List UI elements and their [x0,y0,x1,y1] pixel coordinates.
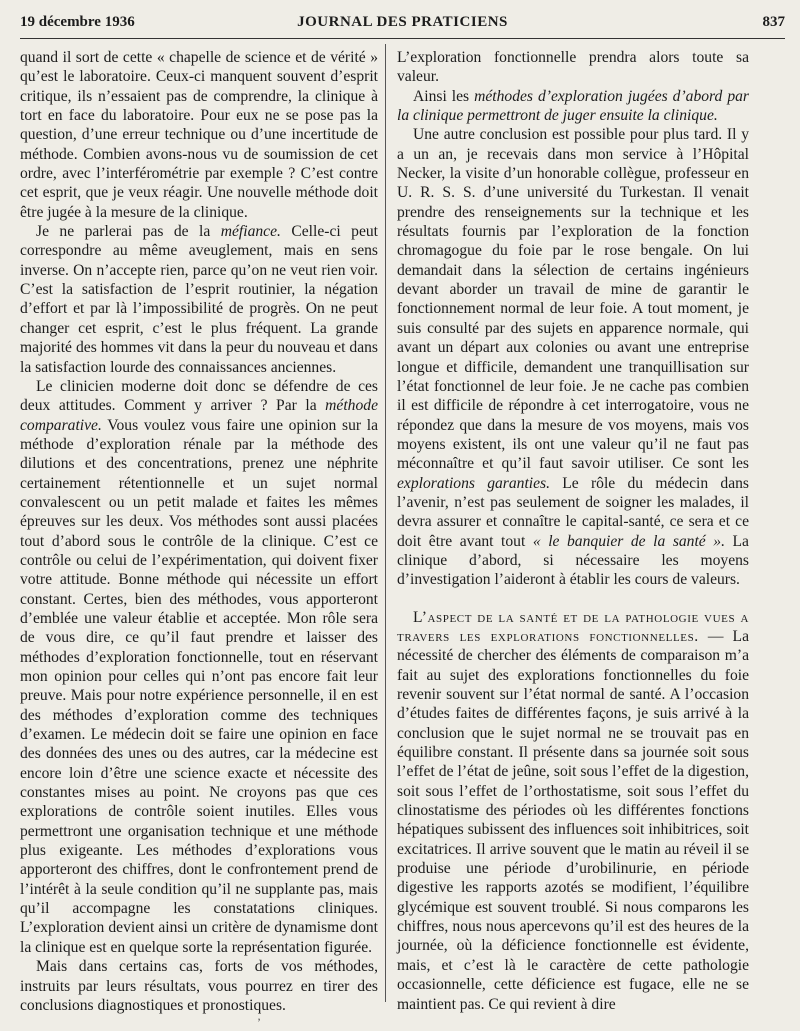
issue-date: 19 décembre 1936 [20,14,135,30]
paragraph-text: — La nécessité de chercher des éléments de comparaison m’a fait au sujet des explorations fonctionnelles du foie revenir souvent sur l’état normal de santé. A l’occasion d’études faites de différentes façons, je suis arrivé à la conclusion que le sujet normal ne se trouvait pas en équilibre constant. Il présente dans sa journée soit sous l’effet de l’état de jeûne, soit sous l’effet de la digestion, soit sous l’effet de l’orthostatisme, soit sous l’effet du clinostatisme des périodes où les différentes fonctions hépatiques subissent des influences soit inhibitrices, soit excitatrices. Il arrive souvent que le matin au réveil il se produise une période d’urobilinurie, en période digestive les rapports azotés se modifient, l’équilibre glycémique est souvent troublé. Si nous comparons les chiffres, nous nous apercevons qu’il est des heures de la journée, où la déficience fonctionnelle est évidente, mais, et c’est là le caractère de cette pathologie occasionnelle, cette déficience est fugace, elle ne se maintient pas. Ce qui revient à dire [397,627,749,1013]
paragraph-text: Le clinicien moderne doit donc se défendre de ces deux attitudes. Comment y arriver ? Par la [20,377,378,415]
paragraph [20,222,378,377]
footer-mark: ’ [257,1015,261,1029]
header-rule [20,38,785,39]
paragraph-text: Vous voulez vous faire une opinion sur la méthode d’exploration rénale par la méthode des dilutions et des concentrations, prenez une néphrite certainement rétentionnelle et un sujet normal convalescent ou un petit malade et faites les mêmes épreuves sur les deux. Vos méthodes sont aussi placées tout d’abord sous le contrôle de la clinique. C’est ce contrôle ou celui de l’expérimentation, qui doivent fixer votre attitude. Bonne méthode qui nécessite un effort constant. Certes, bien des méthodes, vous apporteront d’emblée une valeur établie et acceptée. Mon rôle sera de vous dire, ce qu’il faut prendre et laisser des méthodes d’exploration fonctionnelle, tout en réservant mon opinion pour celles qui n’ont pas encore fait leur preuve. Mais pour notre expérience personnelle, il en est des méthodes d’exploration comme des techniques d’examen. Le médecin doit se faire une opinion en face des données des unes ou des autres, car la médecine est encore loin d’être une science exacte et nécessite des constantes mises au point. Ne croyons pas que ces explorations de contrôle soient inutiles. Elles vous permettront une organisation technique et une méthode plus exigeante. Les méthodes d’explorations vous apporteront des chiffres, dont le confrontement prend de l’intérêt à la seule condition qu’il ne supplante pas, mais qu’il accompagne les constatations cliniques. L’exploration devient ainsi un critère de dynamisme dont la clinique est en quelque sorte la représentation figurée. [20,416,378,956]
section-heading: L’aspect de la santé et de la pathologie vues a travers les explorations fonctionnelles. [397,608,749,645]
paragraph-text: La clinique d’abord, si nécessaire les moyens d’investigation l’aideront à établir les cours de valeurs. [397,532,749,589]
right-column [397,48,749,1014]
paragraph-text: quand il sort de cette « chapelle de science et de vérité » qu’est le laboratoire. Ceux-ci manquent souvent d’esprit critique, ils n’essaient pas de comprendre, la clinique à tort en face du laboratoire. Pour eux ne se pose pas la question, d’une erreur technique ou d’une incertitude de méthode. Combien avons-nous vu de soumission de cet ordre, avec l’interférométrie par exemple ? C’est contre cet esprit, que je veux réagir. Une nouvelle méthode doit être jugée à la mesure de la clinique. [20,49,378,221]
paragraph [397,87,749,126]
emphasis-text: méfiance. [220,223,281,241]
paragraph-text: Je ne parlerai pas de la [36,223,221,241]
section-paragraph [397,608,749,1014]
paragraph-text: Ainsi les [413,87,475,105]
paragraph-text: Une autre conclusion est possible pour plus tard. Il y a un an, je recevais dans mon service à l’Hôpital Necker, la visite d’un honorable collègue, professeur en U. R. S. S. d’une université du Turkestan. Il venait prendre des renseignements sur la technique et les résultats fournis par l’exploration de la fonction chromagogue du foie par le rose bengale. On lui demandait dans la sélection de certains ingénieurs devant aborder un travail de mine de garantir le fonctionnement normal de leur foie. A tout moment, je suis consulté par des sujets en apparence normale, qui avant un départ aux colonies ou avant une entreprise longue et difficile, demandent une tranquillisation sur l’état fonctionnel de leur foie. Je ne cache pas combien il est difficile de répondre à cet interrogatoire, vous ne répondez que dans la mesure de vos moyens, mais vos moyens existent, ils ont une valeur qu’il ne faut pas méconnaître et qu’il faut savoir utiliser. Ce sont les [397,126,749,473]
column-divider [385,44,386,1002]
emphasis-text: méthodes d’exploration jugées d’abord par la clinique permettront de juger ensuite la clinique. [397,87,749,125]
left-column [20,48,378,1015]
paragraph-text: Celle-ci peut correspondre au même aveuglement, mais en sens inverse. On n’accepte rien, parce qu’on ne veut rien voir. C’est la satisfaction de l’esprit routinier, la négation d’effort et par là l’impossibilité de progrès. On ne peut changer cet esprit, c’est le plus fréquent. La grande majorité des hommes vit dans la peur du nouveau et dans la satisfaction lourde des connaissances anciennes. [20,223,379,376]
paragraph [397,125,749,589]
page-header [20,14,785,36]
paragraph-text: L’exploration fonctionnelle prendra alors toute sa valeur. [397,49,749,86]
paragraph-text: Le rôle du médecin dans l’avenir, n’est pas seulement de soigner les malades, il devra assurer et connaître le capital-santé, ce sera et ce doit être avant tout [397,474,749,550]
paragraph-text: Mais dans certains cas, forts de vos méthodes, instruits par leurs résultats, vous pourrez en tirer des conclusions diagnostiques et pronostiques. [20,958,378,1014]
emphasis-text: « le banquier de la santé ». [532,532,725,550]
emphasis-text: méthode comparative. [20,397,378,434]
journal-title: JOURNAL DES PRATICIENS [297,14,508,30]
paragraph [20,957,378,1015]
paragraph [397,48,749,87]
paragraph [20,48,378,222]
paragraph [20,377,378,957]
emphasis-text: explorations garanties. [397,474,551,492]
page-number: 837 [762,14,785,30]
